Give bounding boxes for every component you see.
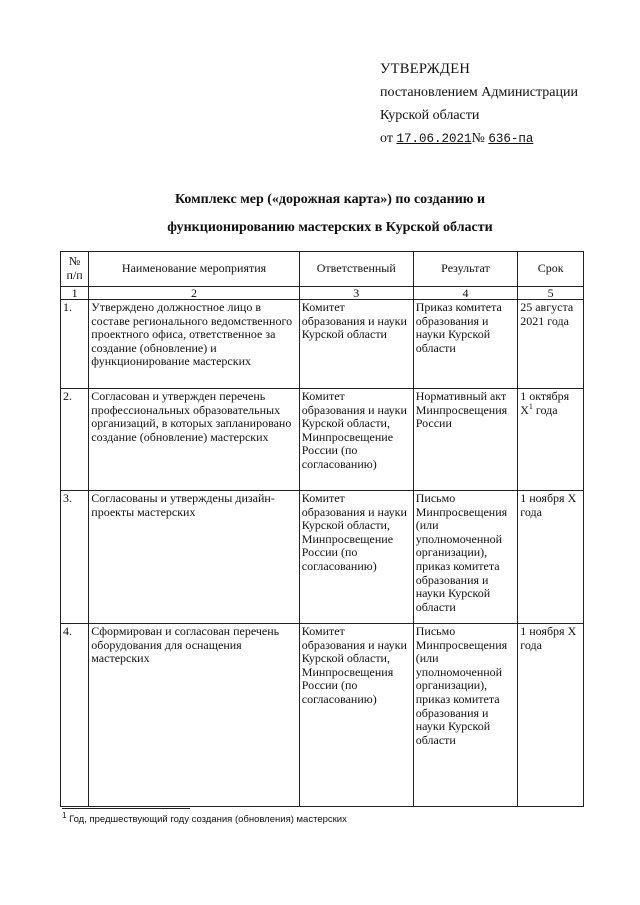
row-result: Приказ комитета образования и науки Курской области xyxy=(413,300,518,389)
header-responsible: Ответственный xyxy=(299,252,413,287)
row-num: 1. xyxy=(61,300,89,389)
deadline-text-suffix: года xyxy=(532,402,558,417)
number-prefix: № xyxy=(471,131,485,146)
footnote-text: Год, предшествующий году создания (обновления) мастерских xyxy=(66,814,347,825)
row-deadline: 25 августа 2021 года xyxy=(518,300,584,389)
header-num: № п/п xyxy=(61,252,89,287)
header-name: Наименование мероприятия xyxy=(89,252,300,287)
row-num: 4. xyxy=(61,624,89,807)
row-result: Письмо Минпросвещения (или уполномоченной организации), приказ комитета образования и науки Курской области xyxy=(413,624,518,807)
column-number: 5 xyxy=(518,287,584,300)
approval-region: Курской области xyxy=(380,108,480,123)
row-responsible: Комитет образования и науки Курской области, Минпросвещение России (по согласованию) xyxy=(299,389,413,491)
approval-decree: постановлением Администрации xyxy=(380,85,578,100)
column-number: 4 xyxy=(413,287,518,300)
row-responsible: Комитет образования и науки Курской области xyxy=(299,300,413,389)
row-name: Согласован и утвержден перечень профессиональных образовательных организаций, в которых запланировано создание (обновление) мастерских xyxy=(89,389,300,491)
approval-heading: УТВЕРЖДЕН xyxy=(380,61,471,77)
column-number: 3 xyxy=(299,287,413,300)
footnote xyxy=(62,810,347,825)
roadmap-table xyxy=(60,251,584,807)
header-result: Результат xyxy=(413,252,518,287)
title-line-2: функционированию мастерских в Курской области xyxy=(167,220,493,235)
approval-date-line xyxy=(380,127,578,151)
header-deadline: Срок xyxy=(518,252,584,287)
row-responsible: Комитет образования и науки Курской области, Минпросвещение России (по согласованию) xyxy=(299,491,413,624)
header-row xyxy=(61,252,584,287)
column-number-row xyxy=(61,287,584,300)
footnote-divider xyxy=(62,808,190,809)
approval-block xyxy=(380,58,578,151)
date-prefix: от xyxy=(380,131,393,146)
row-name: Сформирован и согласован перечень оборудования для оснащения мастерских xyxy=(89,624,300,807)
title-line-1: Комплекс мер («дорожная карта») по созданию и xyxy=(174,192,486,207)
table-row xyxy=(61,389,584,491)
row-deadline: 1 ноября X года xyxy=(518,491,584,624)
document-title xyxy=(100,186,560,242)
row-deadline: 1 ноября X года xyxy=(518,624,584,807)
column-number: 1 xyxy=(61,287,89,300)
row-name: Согласованы и утверждены дизайн-проекты мастерских xyxy=(89,491,300,624)
decree-number: 636-па xyxy=(488,132,534,146)
decree-date: 17.06.2021 xyxy=(396,132,472,146)
table-row xyxy=(61,300,584,389)
footnote-ref: 1 xyxy=(528,401,533,411)
row-deadline xyxy=(518,389,584,491)
deadline-text: 1 октября X xyxy=(520,389,570,417)
column-number: 2 xyxy=(89,287,300,300)
row-result: Письмо Минпросвещения (или уполномоченной организации), приказ комитета образования и науки Курской области xyxy=(413,491,518,624)
table-row xyxy=(61,491,584,624)
row-num: 2. xyxy=(61,389,89,491)
row-responsible: Комитет образования и науки Курской области, Минпросвещения России (по согласованию) xyxy=(299,624,413,807)
row-name: Утверждено должностное лицо в составе регионального ведомственного проектного офиса, ответственное за создание (обновление) и функционирование мастерских xyxy=(89,300,300,389)
footnote-mark: 1 xyxy=(62,810,67,820)
row-num: 3. xyxy=(61,491,89,624)
table-row xyxy=(61,624,584,807)
row-result: Нормативный акт Минпросвещения России xyxy=(413,389,518,491)
